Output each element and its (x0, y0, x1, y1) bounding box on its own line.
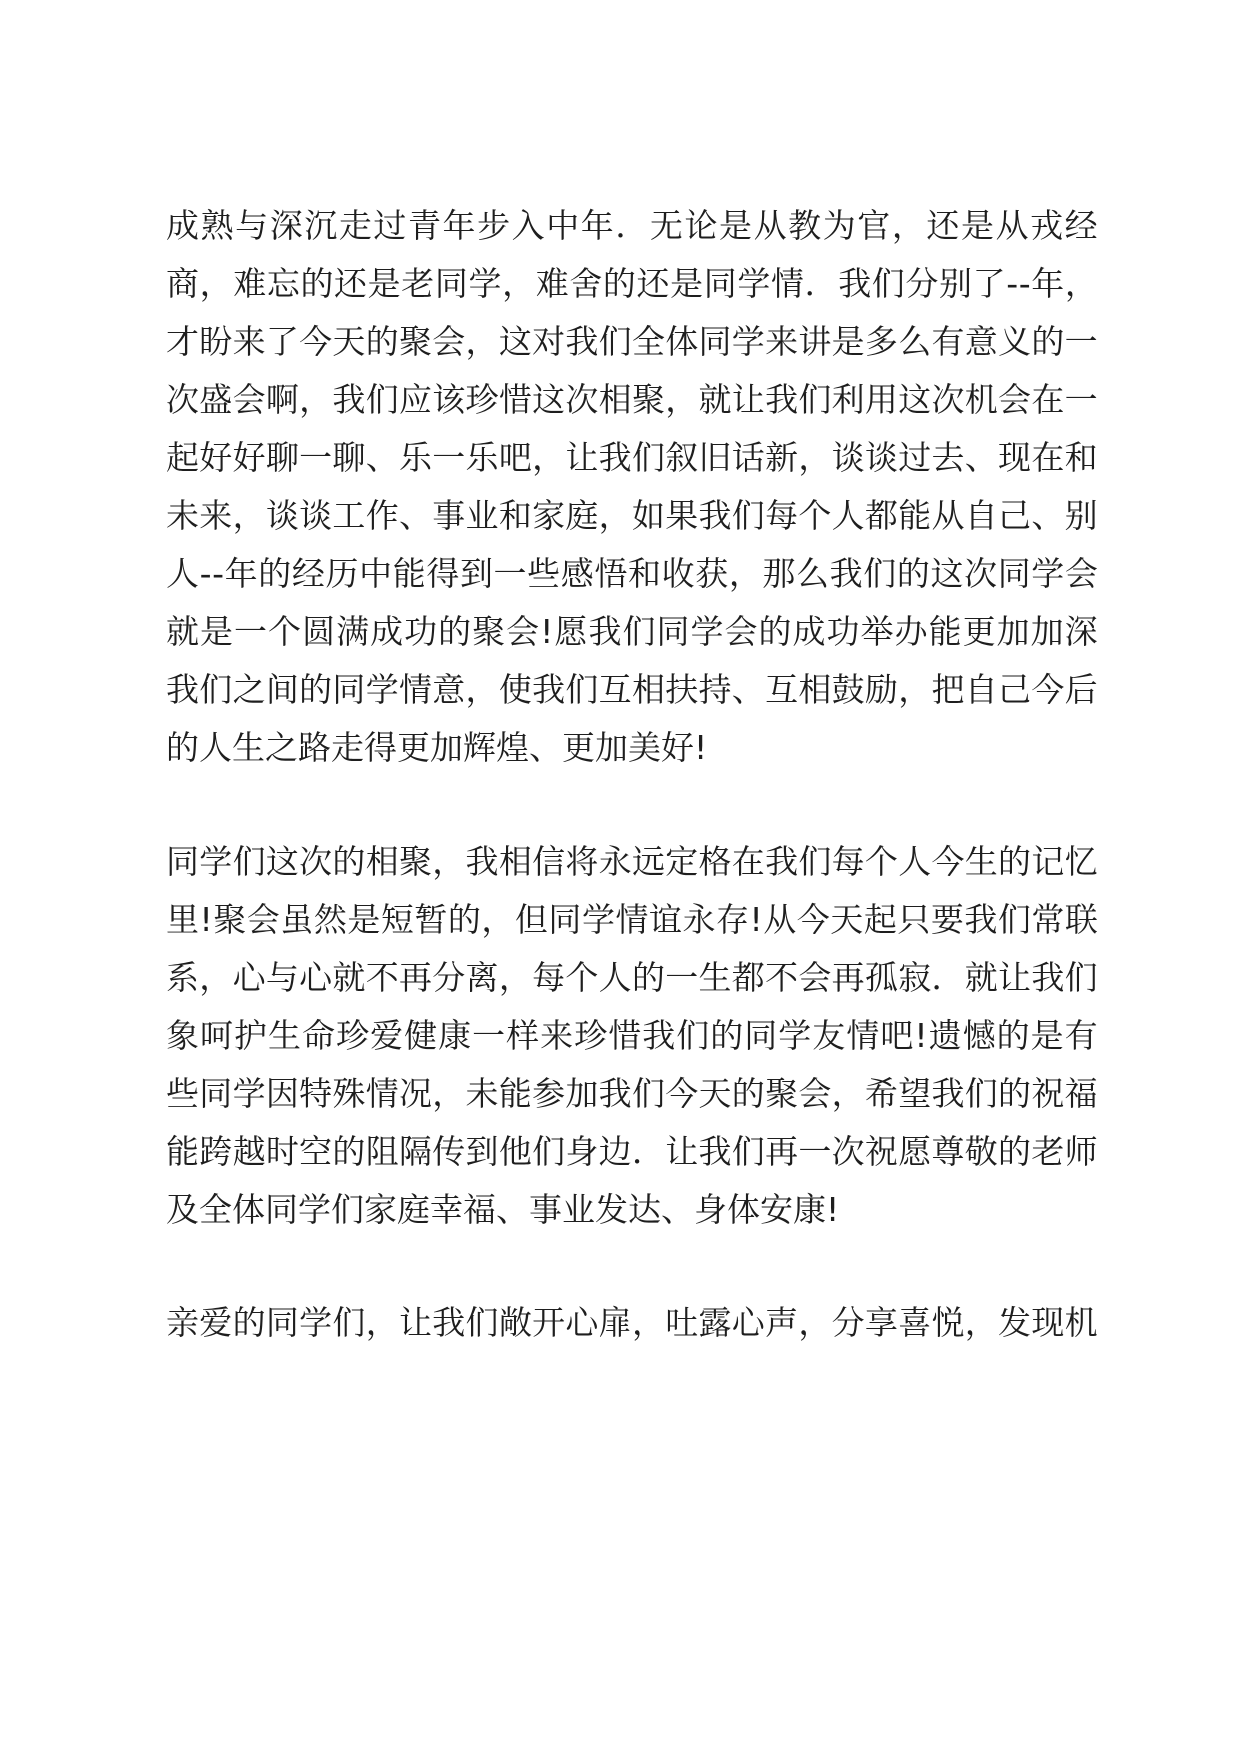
text-line: 次 盛 会 啊 ， 我 们 应 该 珍 惜 这 次 相 聚 ， 就 让 我 们 利 用 这 次 机 会 在 一 (166, 380, 1098, 419)
text-line: 系 ， 心 与 心 就 不 再 分 离 ， 每 个 人 的 一 生 都 不 会 再 孤 寂 ． 就 让 我 们 (166, 958, 1098, 997)
text-line: 些 同 学 因 特 殊 情 况 ， 未 能 参 加 我 们 今 天 的 聚 会 ， 希 望 我 们 的 祝 福 (166, 1074, 1098, 1113)
text-line: 象 呵 护 生 命 珍 爱 健 康 一 样 来 珍 惜 我 们 的 同 学 友 情 吧 ! 遗 憾 的 是 有 (166, 1016, 1098, 1055)
text-line: 我 们 之 间 的 同 学 情 意 ， 使 我 们 互 相 扶 持 、 互 相 鼓 励 ， 把 自 己 今 后 (166, 670, 1098, 709)
text-line: 成 熟 与 深 沉 走 过 青 年 步 入 中 年 ． 无 论 是 从 教 为 官 ， 还 是 从 戎 经 (166, 206, 1098, 245)
text-line: 及全体同学们家庭幸福、事业发达、身体安康! (166, 1190, 840, 1229)
text-line: 未 来 ， 谈 谈 工 作 、 事 业 和 家 庭 ， 如 果 我 们 每 个 人 都 能 从 自 己 、 别 (166, 496, 1098, 535)
text-line: 的人生之路走得更加辉煌、更加美好! (166, 728, 708, 767)
text-line: 里 ! 聚 会 虽 然 是 短 暂 的 ， 但 同 学 情 谊 永 存 ! 从 今 天 起 只 要 我 们 常 联 (166, 900, 1098, 939)
text-line: 能 跨 越 时 空 的 阻 隔 传 到 他 们 身 边 ． 让 我 们 再 一 次 祝 愿 尊 敬 的 老 师 (166, 1132, 1098, 1171)
text-line: 起 好 好 聊 一 聊 、 乐 一 乐 吧 ， 让 我 们 叙 旧 话 新 ， 谈 谈 过 去 、 现 在 和 (166, 438, 1098, 477)
text-line: 商 ， 难 忘 的 还 是 老 同 学 ， 难 舍 的 还 是 同 学 情 ． 我 们 分 别 了 - - 年 ， (166, 264, 1098, 303)
text-line: 就 是 一 个 圆 满 成 功 的 聚 会 ! 愿 我 们 同 学 会 的 成 功 举 办 能 更 加 加 深 (166, 612, 1098, 651)
text-line: 人 - - 年 的 经 历 中 能 得 到 一 些 感 悟 和 收 获 ， 那 么 我 们 的 这 次 同 学 会 (166, 554, 1098, 593)
text-line: 同 学 们 这 次 的 相 聚 ， 我 相 信 将 永 远 定 格 在 我 们 每 个 人 今 生 的 记 忆 (166, 842, 1098, 881)
text-line: 才 盼 来 了 今 天 的 聚 会 ， 这 对 我 们 全 体 同 学 来 讲 是 多 么 有 意 义 的 一 (166, 322, 1098, 361)
text-line: 亲 爱 的 同 学 们 ， 让 我 们 敞 开 心 扉 ， 吐 露 心 声 ， 分 享 喜 悦 ， 发 现 机 (166, 1303, 1098, 1342)
